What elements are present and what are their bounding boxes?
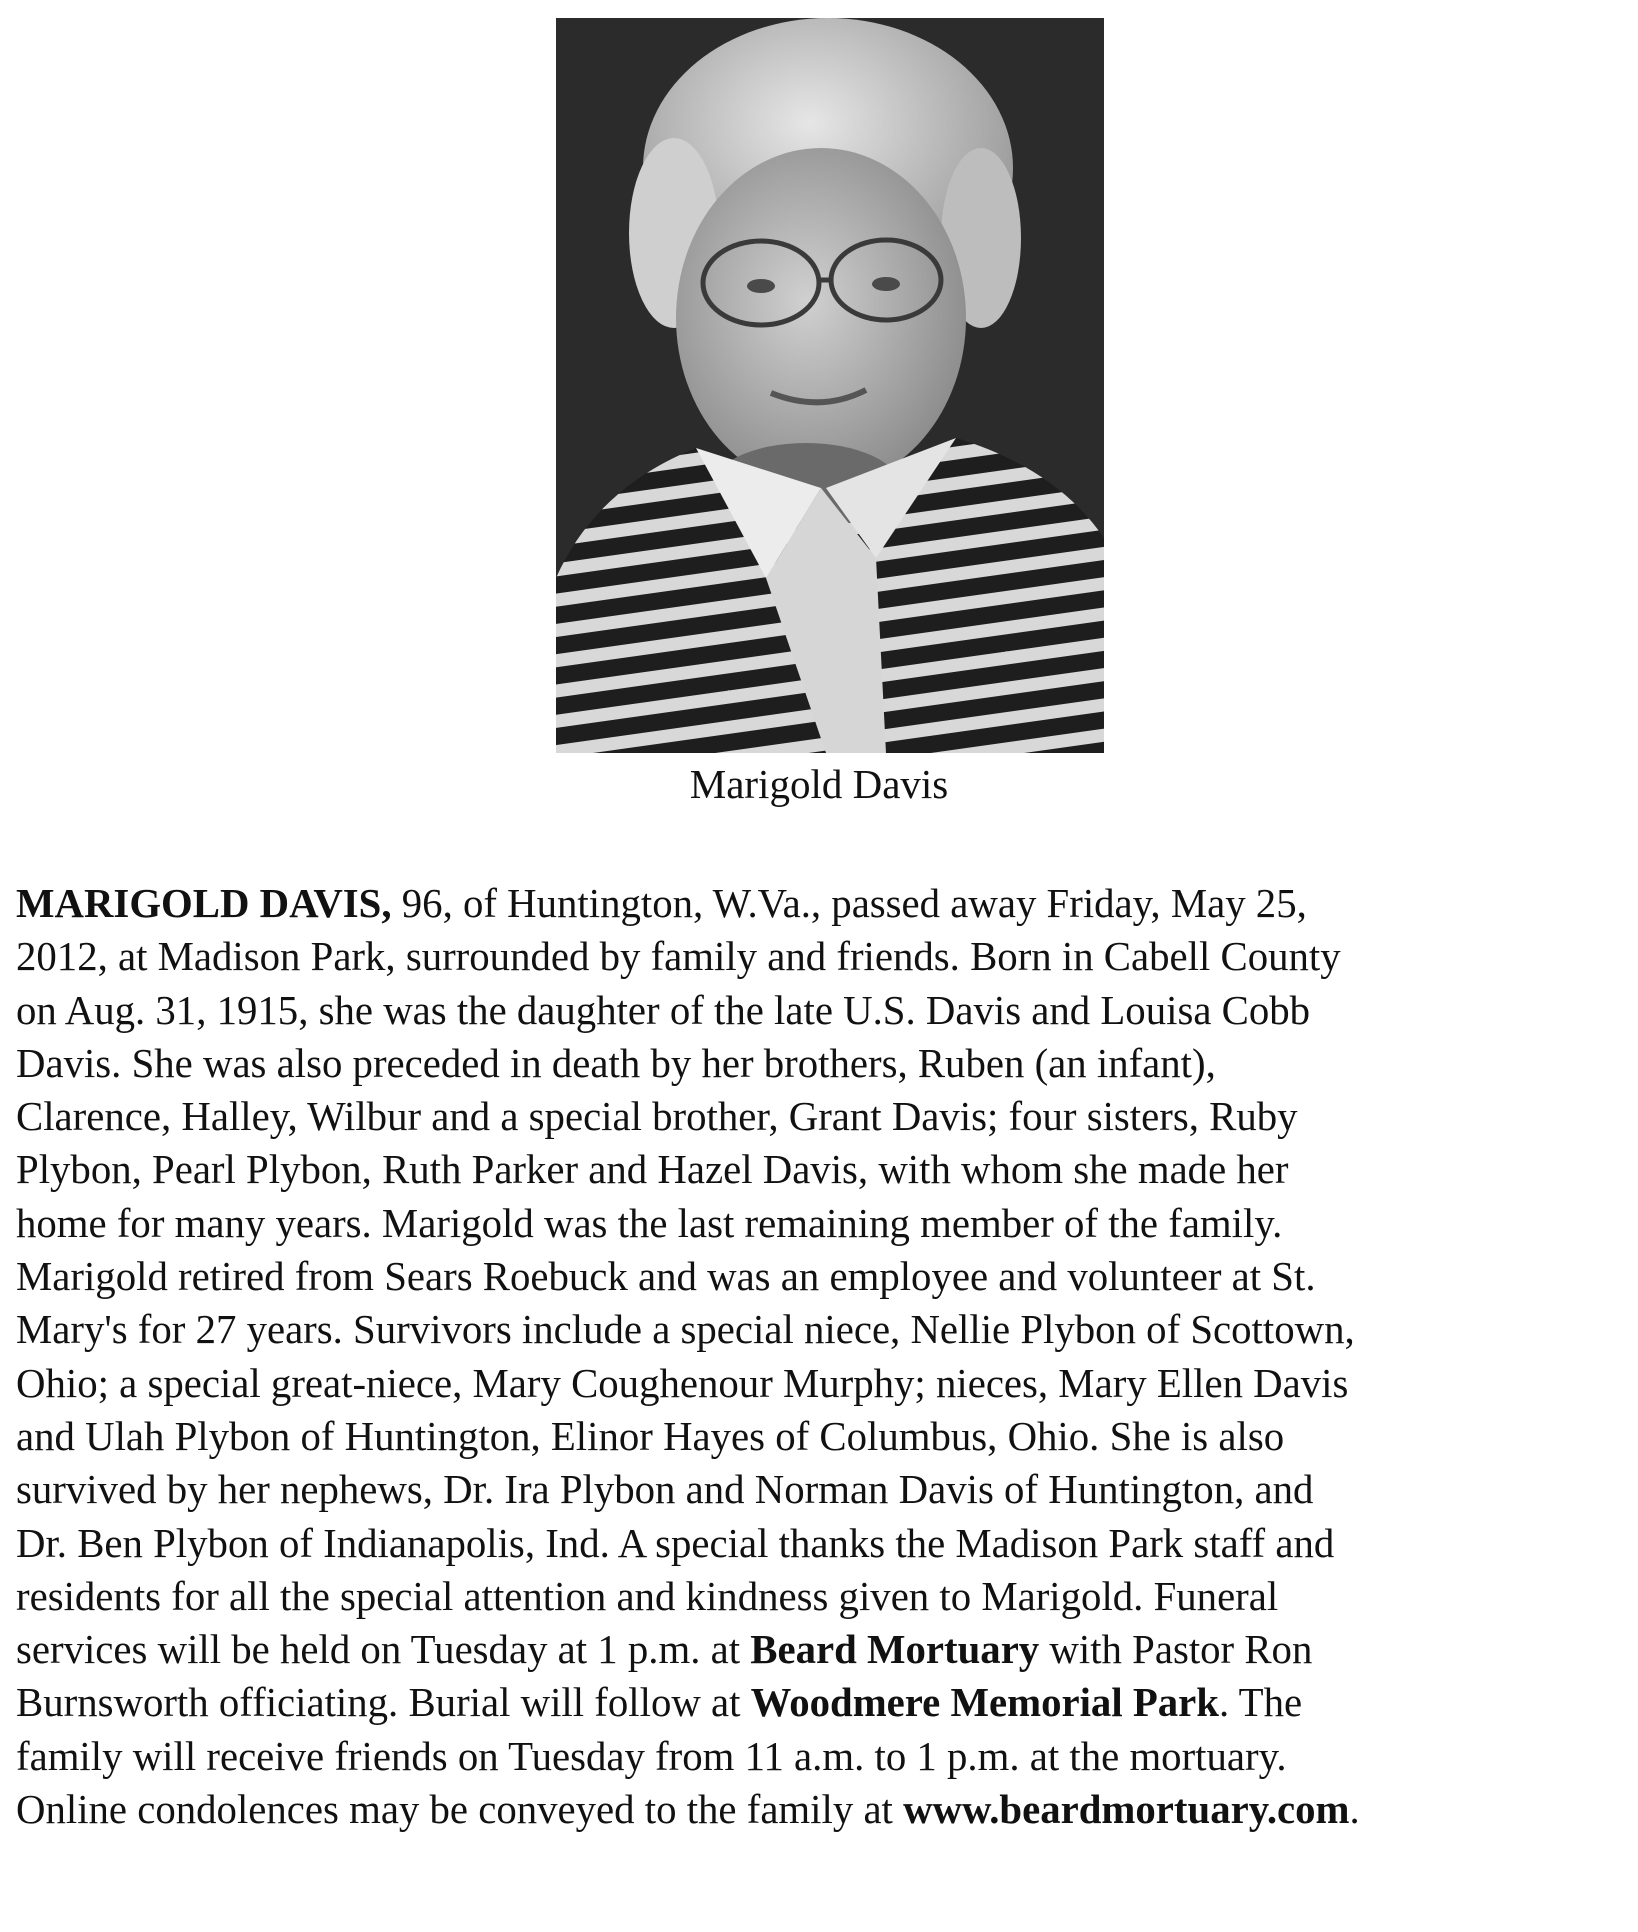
photo-caption: Marigold Davis: [689, 761, 949, 807]
obituary-text-segment: Burnsworth officiating. Burial will follow at: [16, 1679, 751, 1726]
obituary-text-segment: Plybon, Pearl Plybon, Ruth Parker and Hazel Davis, with whom she made her: [16, 1146, 1289, 1193]
obituary-text-segment: services will be held on Tuesday at 1 p.m. at: [16, 1626, 751, 1673]
obituary-line: [16, 984, 1628, 1037]
obituary-line: [16, 1303, 1628, 1356]
obituary-text-segment: survived by her nephews, Dr. Ira Plybon and Norman Davis of Huntington, and: [16, 1466, 1314, 1513]
obituary-text-segment: Online condolences may be conveyed to the family at: [16, 1786, 904, 1833]
obituary-bold-text: Woodmere Memorial Park: [750, 1679, 1219, 1726]
obituary-bold-text: Beard Mortuary: [750, 1626, 1040, 1673]
obituary-text-segment: home for many years. Marigold was the last remaining member of the family.: [16, 1199, 1283, 1246]
obituary-text-segment: Mary's for 27 years. Survivors include a special niece, Nellie Plybon of Scottown,: [16, 1306, 1355, 1353]
obituary-line: [16, 1730, 1628, 1783]
obituary-line: [16, 1037, 1628, 1090]
obituary-text-segment: and Ulah Plybon of Huntington, Elinor Hayes of Columbus, Ohio. She is also: [16, 1412, 1285, 1459]
obituary-text-segment: Marigold retired from Sears Roebuck and was an employee and volunteer at St.: [16, 1253, 1316, 1300]
obituary-line: [16, 1623, 1628, 1676]
obituary-text-segment: .: [1349, 1786, 1360, 1833]
obituary-text-segment: 2012, at Madison Park, surrounded by family and friends. Born in Cabell County: [16, 933, 1341, 980]
obituary-line: [16, 1250, 1628, 1303]
obituary-bold-text: www.beardmortuary.com: [903, 1786, 1350, 1833]
obituary-line: [16, 1463, 1628, 1516]
obituary-line: [16, 1197, 1628, 1250]
obituary-line: [16, 1357, 1628, 1410]
obituary-text-segment: Dr. Ben Plybon of Indianapolis, Ind. A special thanks the Madison Park staff and: [16, 1519, 1335, 1566]
obituary-text-segment: with Pastor Ron: [1039, 1626, 1313, 1673]
obituary-line: [16, 1410, 1628, 1463]
obituary-line: [16, 1676, 1628, 1729]
obituary-line: [16, 1570, 1628, 1623]
obituary-text-segment: . The: [1218, 1679, 1303, 1726]
obituary-text-segment: Clarence, Halley, Wilbur and a special brother, Grant Davis; four sisters, Ruby: [16, 1093, 1298, 1140]
obituary-text: [16, 877, 1636, 1836]
obituary-text-segment: Davis. She was also preceded in death by her brothers, Ruben (an infant),: [16, 1039, 1216, 1086]
obituary-text-segment: residents for all the special attention and kindness given to Marigold. Funeral: [16, 1572, 1279, 1619]
obituary-line: [16, 930, 1628, 983]
obituary-line: [16, 1783, 1628, 1836]
obituary-text-segment: on Aug. 31, 1915, she was the daughter of the late U.S. Davis and Louisa Cobb: [16, 986, 1311, 1033]
obituary-text-segment: family will receive friends on Tuesday from 11 a.m. to 1 p.m. at the mortuary.: [16, 1732, 1287, 1779]
obituary-line: [16, 1517, 1628, 1570]
obituary-bold-text: MARIGOLD DAVIS,: [16, 880, 392, 926]
obituary-line: [16, 1143, 1628, 1196]
obituary-line: [16, 1090, 1628, 1143]
obituary-line: [16, 877, 1628, 930]
obituary-text-segment: 96, of Huntington, W.Va., passed away Friday, May 25,: [391, 880, 1307, 926]
portrait-photo: [556, 18, 1104, 753]
obituary-text-segment: Ohio; a special great-niece, Mary Coughenour Murphy; nieces, Mary Ellen Davis: [16, 1359, 1349, 1406]
